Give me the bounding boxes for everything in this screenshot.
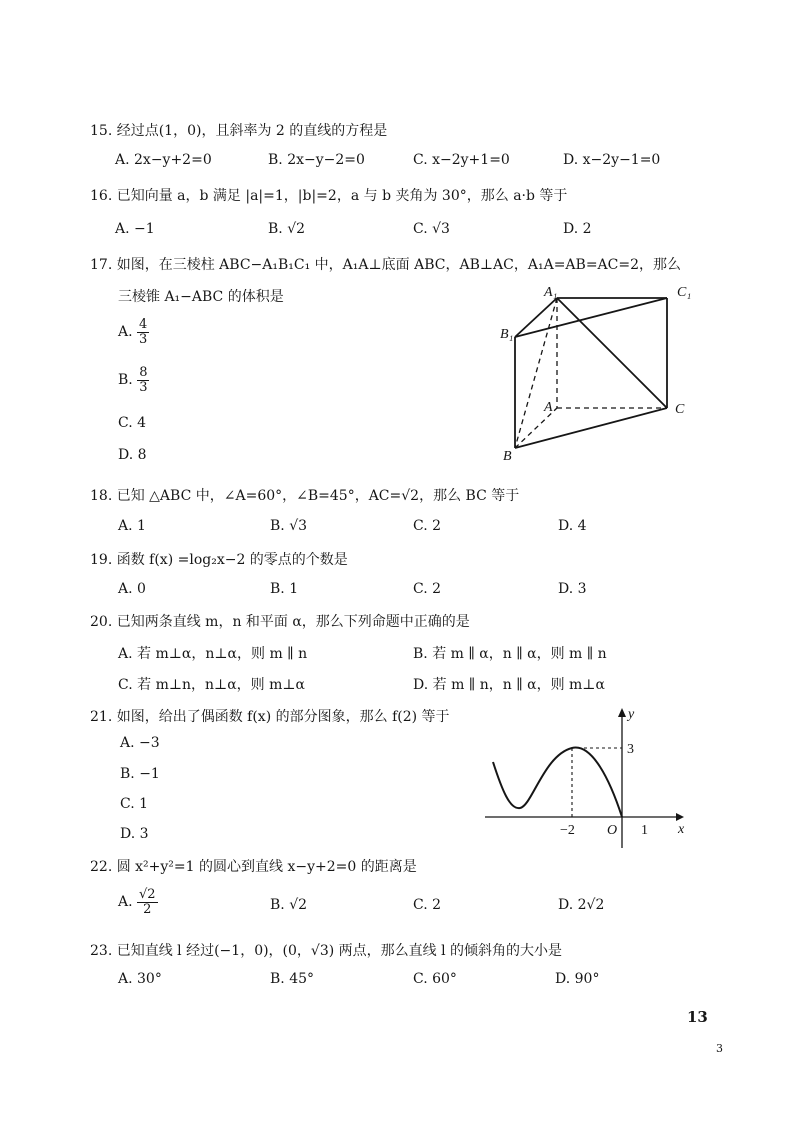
question-18-stem: 18. 已知 △ABC 中，∠A=60°，∠B=45°，AC=√2，那么 BC 等于 [90,488,520,504]
q21-option-d: D. 3 [120,826,149,842]
q17-option-d: D. 8 [118,447,147,463]
q23-option-a: A. 30° [118,971,162,987]
q20-option-b: B. 若 m ∥ α，n ∥ α，则 m ∥ n [413,646,607,662]
q18-option-c: C. 2 [413,518,442,534]
question-20-stem: 20. 已知两条直线 m，n 和平面 α，那么下列命题中正确的是 [90,614,470,630]
tick-label-neg-2: −2 [560,823,575,838]
q17-option-b-fraction [137,366,149,394]
q17-option-a-label: A. [118,324,133,341]
q22-option-a-label: A. [118,894,133,911]
prism-figure [495,280,705,465]
question-17-stem: 17. 如图，在三棱柱 ABC−A₁B₁C₁ 中，A₁A⊥底面 ABC，AB⊥AC，A₁A=AB=AC=2，那么 [90,257,682,273]
q22-option-a-numerator: √2 [139,887,156,902]
function-curve [493,748,622,817]
q15-option-d: D. x−2y−1=0 [563,152,661,168]
q23-option-d: D. 90° [555,971,600,987]
q17-option-c: C. 4 [118,415,147,431]
q16-option-d: D. 2 [563,221,592,237]
q16-option-b: B. √2 [268,221,306,237]
label-c: C [675,402,685,417]
question-21-stem: 21. 如图，给出了偶函数 f(x) 的部分图象，那么 f(2) 等于 [90,709,450,725]
q22-option-a [118,888,158,916]
q23-option-c: C. 60° [413,971,457,987]
q17-option-a [118,318,149,346]
q22-option-c: C. 2 [413,897,442,913]
label-b: B [503,449,512,464]
q22-option-a-fraction [137,888,158,916]
q17-option-a-numerator: 4 [139,317,148,332]
q18-option-d: D. 4 [558,518,587,534]
q16-option-a: A. −1 [115,221,155,237]
axis-label-y: y [628,707,635,722]
label-a1: A₁ [544,285,558,300]
q19-option-c: C. 2 [413,581,442,597]
question-17-stem-line2: 三棱锥 A₁−ABC 的体积是 [118,289,284,305]
tick-label-1: 1 [641,823,648,838]
question-15-stem: 15. 经过点(1，0)，且斜率为 2 的直线的方程是 [90,123,388,139]
q20-option-d: D. 若 m ∥ n，n ∥ α，则 m⊥α [413,677,605,693]
q17-option-a-denominator: 3 [139,331,148,347]
q16-option-c: C. √3 [413,221,450,237]
q20-option-c: C. 若 m⊥n，n⊥α，则 m⊥α [118,677,306,693]
q15-option-b: B. 2x−y−2=0 [268,152,365,168]
question-19-stem: 19. 函数 f(x) =log₂x−2 的零点的个数是 [90,552,348,568]
label-a: A [544,400,553,415]
q22-option-a-denominator: 2 [143,901,152,917]
q22-option-b: B. √2 [270,897,308,913]
label-b1: B₁ [500,327,514,342]
q22-option-d: D. 2√2 [558,897,605,913]
function-graph-figure [480,700,695,850]
q17-option-a-fraction [137,318,149,346]
tick-label-3: 3 [627,742,634,757]
page-number: 13 [687,1008,708,1026]
q17-option-b [118,366,149,394]
q17-option-b-numerator: 8 [139,365,148,380]
q17-option-b-label: B. [118,372,133,389]
q19-option-b: B. 1 [270,581,299,597]
q19-option-a: A. 0 [118,581,146,597]
q21-option-b: B. −1 [120,766,160,782]
question-23-stem: 23. 已知直线 l 经过(−1，0)，(0，√3) 两点，那么直线 l 的倾斜角的大小是 [90,943,563,959]
q23-option-b: B. 45° [270,971,315,987]
question-22-stem: 22. 圆 x²+y²=1 的圆心到直线 x−y+2=0 的距离是 [90,859,417,875]
q18-option-b: B. √3 [270,518,308,534]
q20-option-a: A. 若 m⊥α，n⊥α，则 m ∥ n [118,646,308,662]
q15-option-c: C. x−2y+1=0 [413,152,510,168]
origin-label: O [607,823,618,838]
axis-label-x: x [678,822,685,837]
q19-option-d: D. 3 [558,581,587,597]
q21-option-a: A. −3 [120,735,160,751]
q17-option-b-denominator: 3 [139,379,148,395]
question-16-stem: 16. 已知向量 a，b 满足 |a|=1，|b|=2，a 与 b 夹角为 30°，那么 a·b 等于 [90,188,568,204]
q15-option-a: A. 2x−y+2=0 [115,152,212,168]
q21-option-c: C. 1 [120,796,149,812]
q18-option-a: A. 1 [118,518,146,534]
sheet-number: 3 [716,1042,723,1055]
label-c1: C₁ [677,285,692,300]
